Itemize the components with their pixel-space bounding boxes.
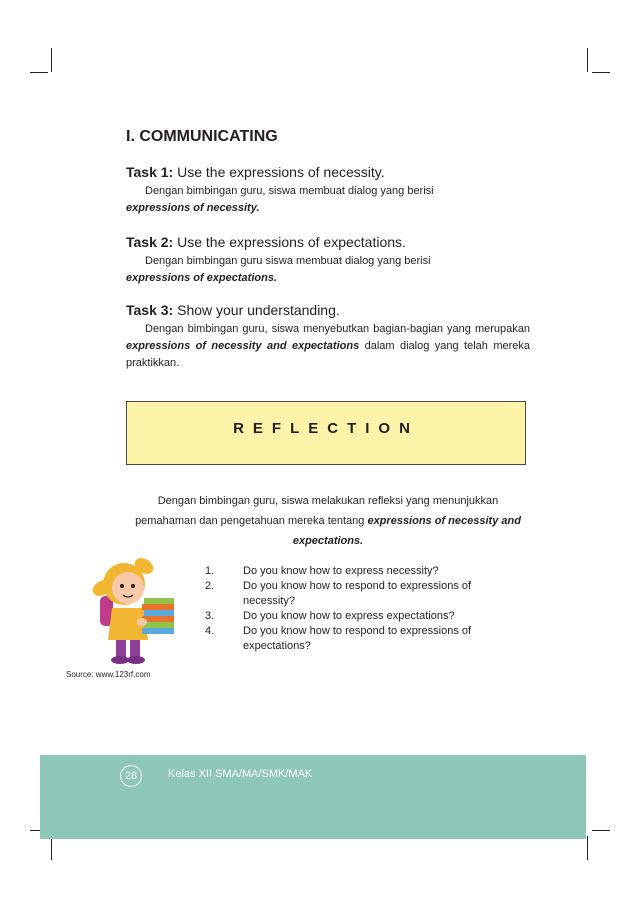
question-text: Do you know how to respond to expressions of expectations? — [243, 625, 472, 652]
question-item — [205, 609, 505, 624]
task-body — [126, 253, 530, 287]
task-3 — [126, 302, 530, 372]
question-item — [205, 624, 505, 654]
question-item — [205, 579, 505, 609]
image-source-caption: Source: www.123rf.com — [66, 670, 151, 679]
task-body-emphasis: expressions of necessity — [126, 202, 257, 214]
task-body-text: Dengan bimbingan guru siswa membuat dialog yang berisi — [145, 255, 431, 267]
reflection-text: Dengan bimbingan guru, siswa melakukan refleksi yang menunjukkan pemahaman dan pengetahuan mereka tentang — [135, 495, 499, 527]
page-number: 28 — [120, 765, 142, 787]
reflection-title: REFLECTION — [233, 420, 419, 437]
crop-mark — [587, 48, 588, 72]
question-number: 1. — [205, 565, 215, 577]
crop-mark — [51, 836, 52, 860]
task-label: Task 3: — [126, 302, 174, 318]
task-body-text: Dengan bimbingan guru, siswa membuat dialog yang berisi — [145, 185, 434, 197]
crop-mark — [30, 72, 48, 73]
question-text: Do you know how to express expectations? — [243, 610, 455, 622]
reflection-emphasis: expressions of necessity and expectations. — [292, 515, 521, 547]
task-label: Task 2: — [126, 234, 174, 250]
question-item — [205, 564, 505, 579]
crop-mark — [587, 836, 588, 860]
crop-mark — [592, 830, 610, 831]
task-body — [126, 183, 530, 217]
task-heading — [126, 234, 530, 250]
girl-carrying-books-illustration — [86, 550, 194, 668]
task-2 — [126, 234, 530, 287]
question-text: Do you know how to express necessity? — [243, 565, 439, 577]
footer-text: Kelas XII SMA/MA/SMK/MAK — [168, 768, 313, 780]
crop-mark — [51, 48, 52, 72]
task-body-emphasis: expressions of expectations — [126, 272, 274, 284]
reflection-box — [126, 401, 526, 465]
task-body-text-end: dalam dialog yang telah mereka praktikkan. — [126, 340, 530, 369]
section-title: I. COMMUNICATING — [126, 128, 278, 145]
question-number: 4. — [205, 625, 215, 637]
task-body-text: Dengan bimbingan guru, siswa menyebutkan bagian-bagian yang merupakan — [145, 323, 530, 335]
task-title: Use the expressions of expectations. — [173, 234, 406, 250]
task-body — [126, 321, 530, 372]
crop-mark — [592, 72, 610, 73]
task-title: Show your understanding. — [173, 302, 340, 318]
task-heading — [126, 164, 530, 180]
question-number: 2. — [205, 580, 215, 592]
task-body-end: . — [273, 272, 278, 284]
task-1 — [126, 164, 530, 217]
task-body-end: . — [256, 202, 260, 214]
task-heading — [126, 302, 530, 318]
task-label: Task 1: — [126, 164, 174, 180]
question-text: Do you know how to respond to expressions of necessity? — [243, 580, 472, 607]
reflection-instructions — [126, 491, 530, 551]
task-body-emphasis: expressions of necessity and expectations — [126, 340, 360, 352]
question-number: 3. — [205, 610, 215, 622]
reflection-questions — [205, 564, 505, 654]
task-title: Use the expressions of necessity. — [173, 164, 385, 180]
